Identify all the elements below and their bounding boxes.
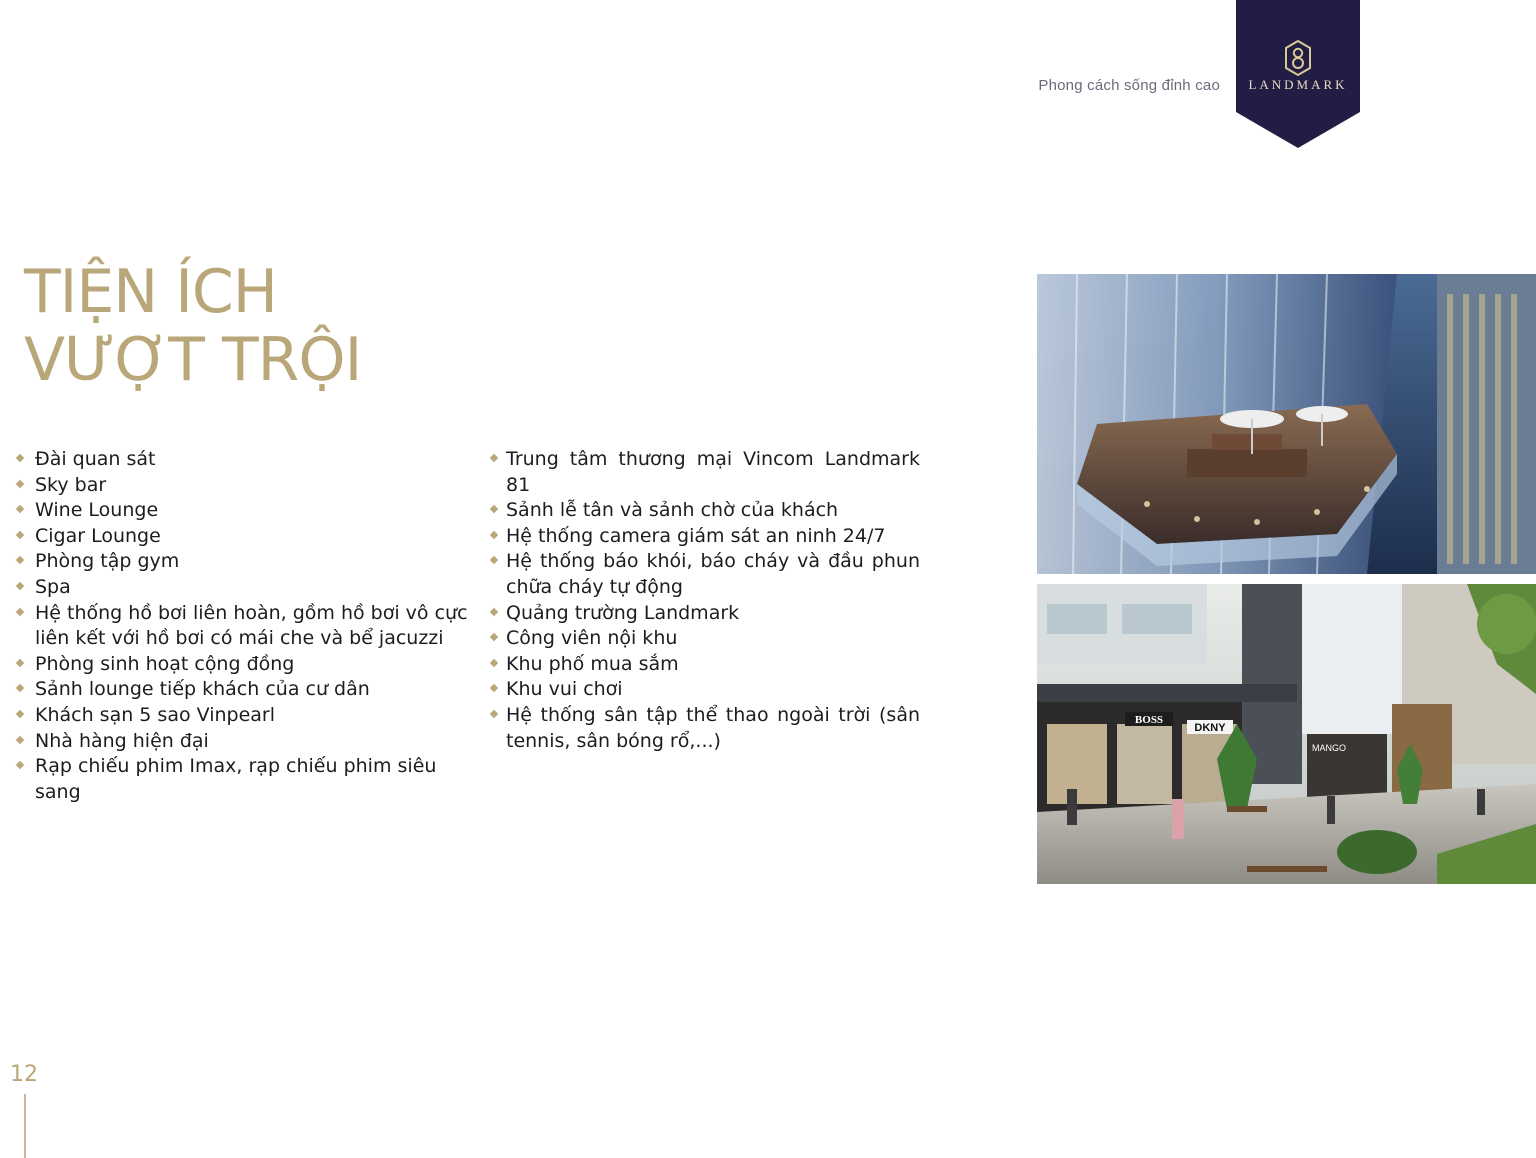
list-item-text: Hệ thống sân tập thể thao ngoài trời (sân tennis, sân bóng rổ,...) — [506, 703, 920, 752]
list-item — [16, 575, 476, 601]
list-item — [16, 729, 476, 755]
sky-terrace-illustration — [1037, 274, 1536, 574]
page-title-line-1: TIỆN ÍCH — [24, 257, 277, 327]
diamond-bullet-icon — [490, 556, 498, 564]
diamond-bullet-icon — [490, 684, 498, 692]
list-item-text: Khách sạn 5 sao Vinpearl — [35, 703, 276, 726]
page-title-line-2: VƯỢT TRỘI — [24, 325, 362, 395]
list-item — [16, 703, 476, 729]
sky-terrace-photo — [1037, 274, 1536, 574]
diamond-bullet-icon — [16, 735, 24, 743]
diamond-bullet-icon — [490, 531, 498, 539]
diamond-bullet-icon — [490, 607, 498, 615]
list-item — [490, 498, 920, 524]
amenities-list-left — [16, 447, 476, 805]
list-item-text: Nhà hàng hiện đại — [35, 729, 209, 752]
list-item — [16, 524, 476, 550]
amenities-list-right — [490, 447, 920, 754]
diamond-bullet-icon — [16, 710, 24, 718]
diamond-bullet-icon — [16, 505, 24, 513]
list-item-text: Hệ thống báo khói, báo cháy và đầu phun chữa cháy tự động — [506, 550, 920, 598]
page-number: 12 — [10, 1062, 38, 1087]
list-item-text: Công viên nội khu — [506, 627, 678, 650]
header-tagline: Phong cách sống đỉnh cao — [1038, 77, 1220, 94]
shopping-street-photo — [1037, 584, 1536, 884]
shopping-street-illustration — [1037, 584, 1536, 884]
list-item-text: Phòng sinh hoạt cộng đồng — [35, 652, 295, 675]
storefront-sign-dkny: DKNY — [1194, 722, 1226, 734]
diamond-bullet-icon — [16, 659, 24, 667]
diamond-bullet-icon — [490, 659, 498, 667]
list-item — [490, 677, 920, 703]
list-item-text: Rạp chiếu phim Imax, rạp chiếu phim siêu sang — [35, 755, 437, 803]
list-item — [490, 447, 920, 498]
list-item — [490, 524, 920, 550]
list-item-text: Đài quan sát — [35, 448, 156, 470]
list-item-text: Phòng tập gym — [35, 550, 180, 573]
storefront-sign-mango: MANGO — [1311, 743, 1347, 753]
brand-name: LANDMARK — [1248, 77, 1348, 92]
diamond-bullet-icon — [490, 710, 498, 718]
diamond-bullet-icon — [16, 556, 24, 564]
diamond-bullet-icon — [16, 761, 24, 769]
list-item — [16, 754, 476, 805]
list-item — [490, 626, 920, 652]
diamond-bullet-icon — [490, 454, 498, 462]
list-item-text: Sảnh lễ tân và sảnh chờ của khách — [506, 499, 839, 522]
list-item — [490, 652, 920, 678]
list-item-text: Hệ thống camera giám sát an ninh 24/7 — [506, 524, 886, 547]
list-item — [16, 677, 476, 703]
list-item — [16, 473, 476, 499]
list-item-text: Wine Lounge — [35, 499, 159, 522]
list-item-text: Sảnh lounge tiếp khách của cư dân — [35, 678, 370, 701]
list-item — [490, 703, 920, 754]
list-item-text: Sky bar — [35, 473, 107, 496]
diamond-bullet-icon — [16, 479, 24, 487]
list-item-text: Hệ thống hồ bơi liên hoàn, gồm hồ bơi vô cực liên kết với hồ bơi có mái che và bể jacuzzi — [35, 601, 468, 650]
diamond-bullet-icon — [16, 454, 24, 462]
diamond-bullet-icon — [16, 582, 24, 590]
diamond-bullet-icon — [16, 684, 24, 692]
diamond-bullet-icon — [16, 607, 24, 615]
list-item-text: Khu phố mua sắm — [506, 652, 679, 675]
list-item — [490, 549, 920, 600]
diamond-bullet-icon — [490, 633, 498, 641]
landmark-logo-icon — [1283, 40, 1313, 76]
list-item — [490, 601, 920, 627]
list-item-text: Khu vui chơi — [506, 678, 623, 701]
list-item — [16, 498, 476, 524]
list-item — [16, 447, 476, 473]
storefront-sign-boss: BOSS — [1134, 714, 1164, 726]
diamond-bullet-icon — [16, 531, 24, 539]
list-item — [16, 549, 476, 575]
page-title — [24, 258, 361, 394]
list-item-text: Trung tâm thương mại Vincom Landmark 81 — [506, 448, 920, 496]
list-item-text: Cigar Lounge — [35, 524, 161, 547]
brand-badge — [1236, 0, 1360, 148]
list-item-text: Quảng trường Landmark — [506, 601, 740, 624]
diamond-bullet-icon — [490, 505, 498, 513]
list-item — [16, 601, 476, 652]
page-divider — [24, 1094, 26, 1158]
list-item — [16, 652, 476, 678]
list-item-text: Spa — [35, 575, 71, 598]
